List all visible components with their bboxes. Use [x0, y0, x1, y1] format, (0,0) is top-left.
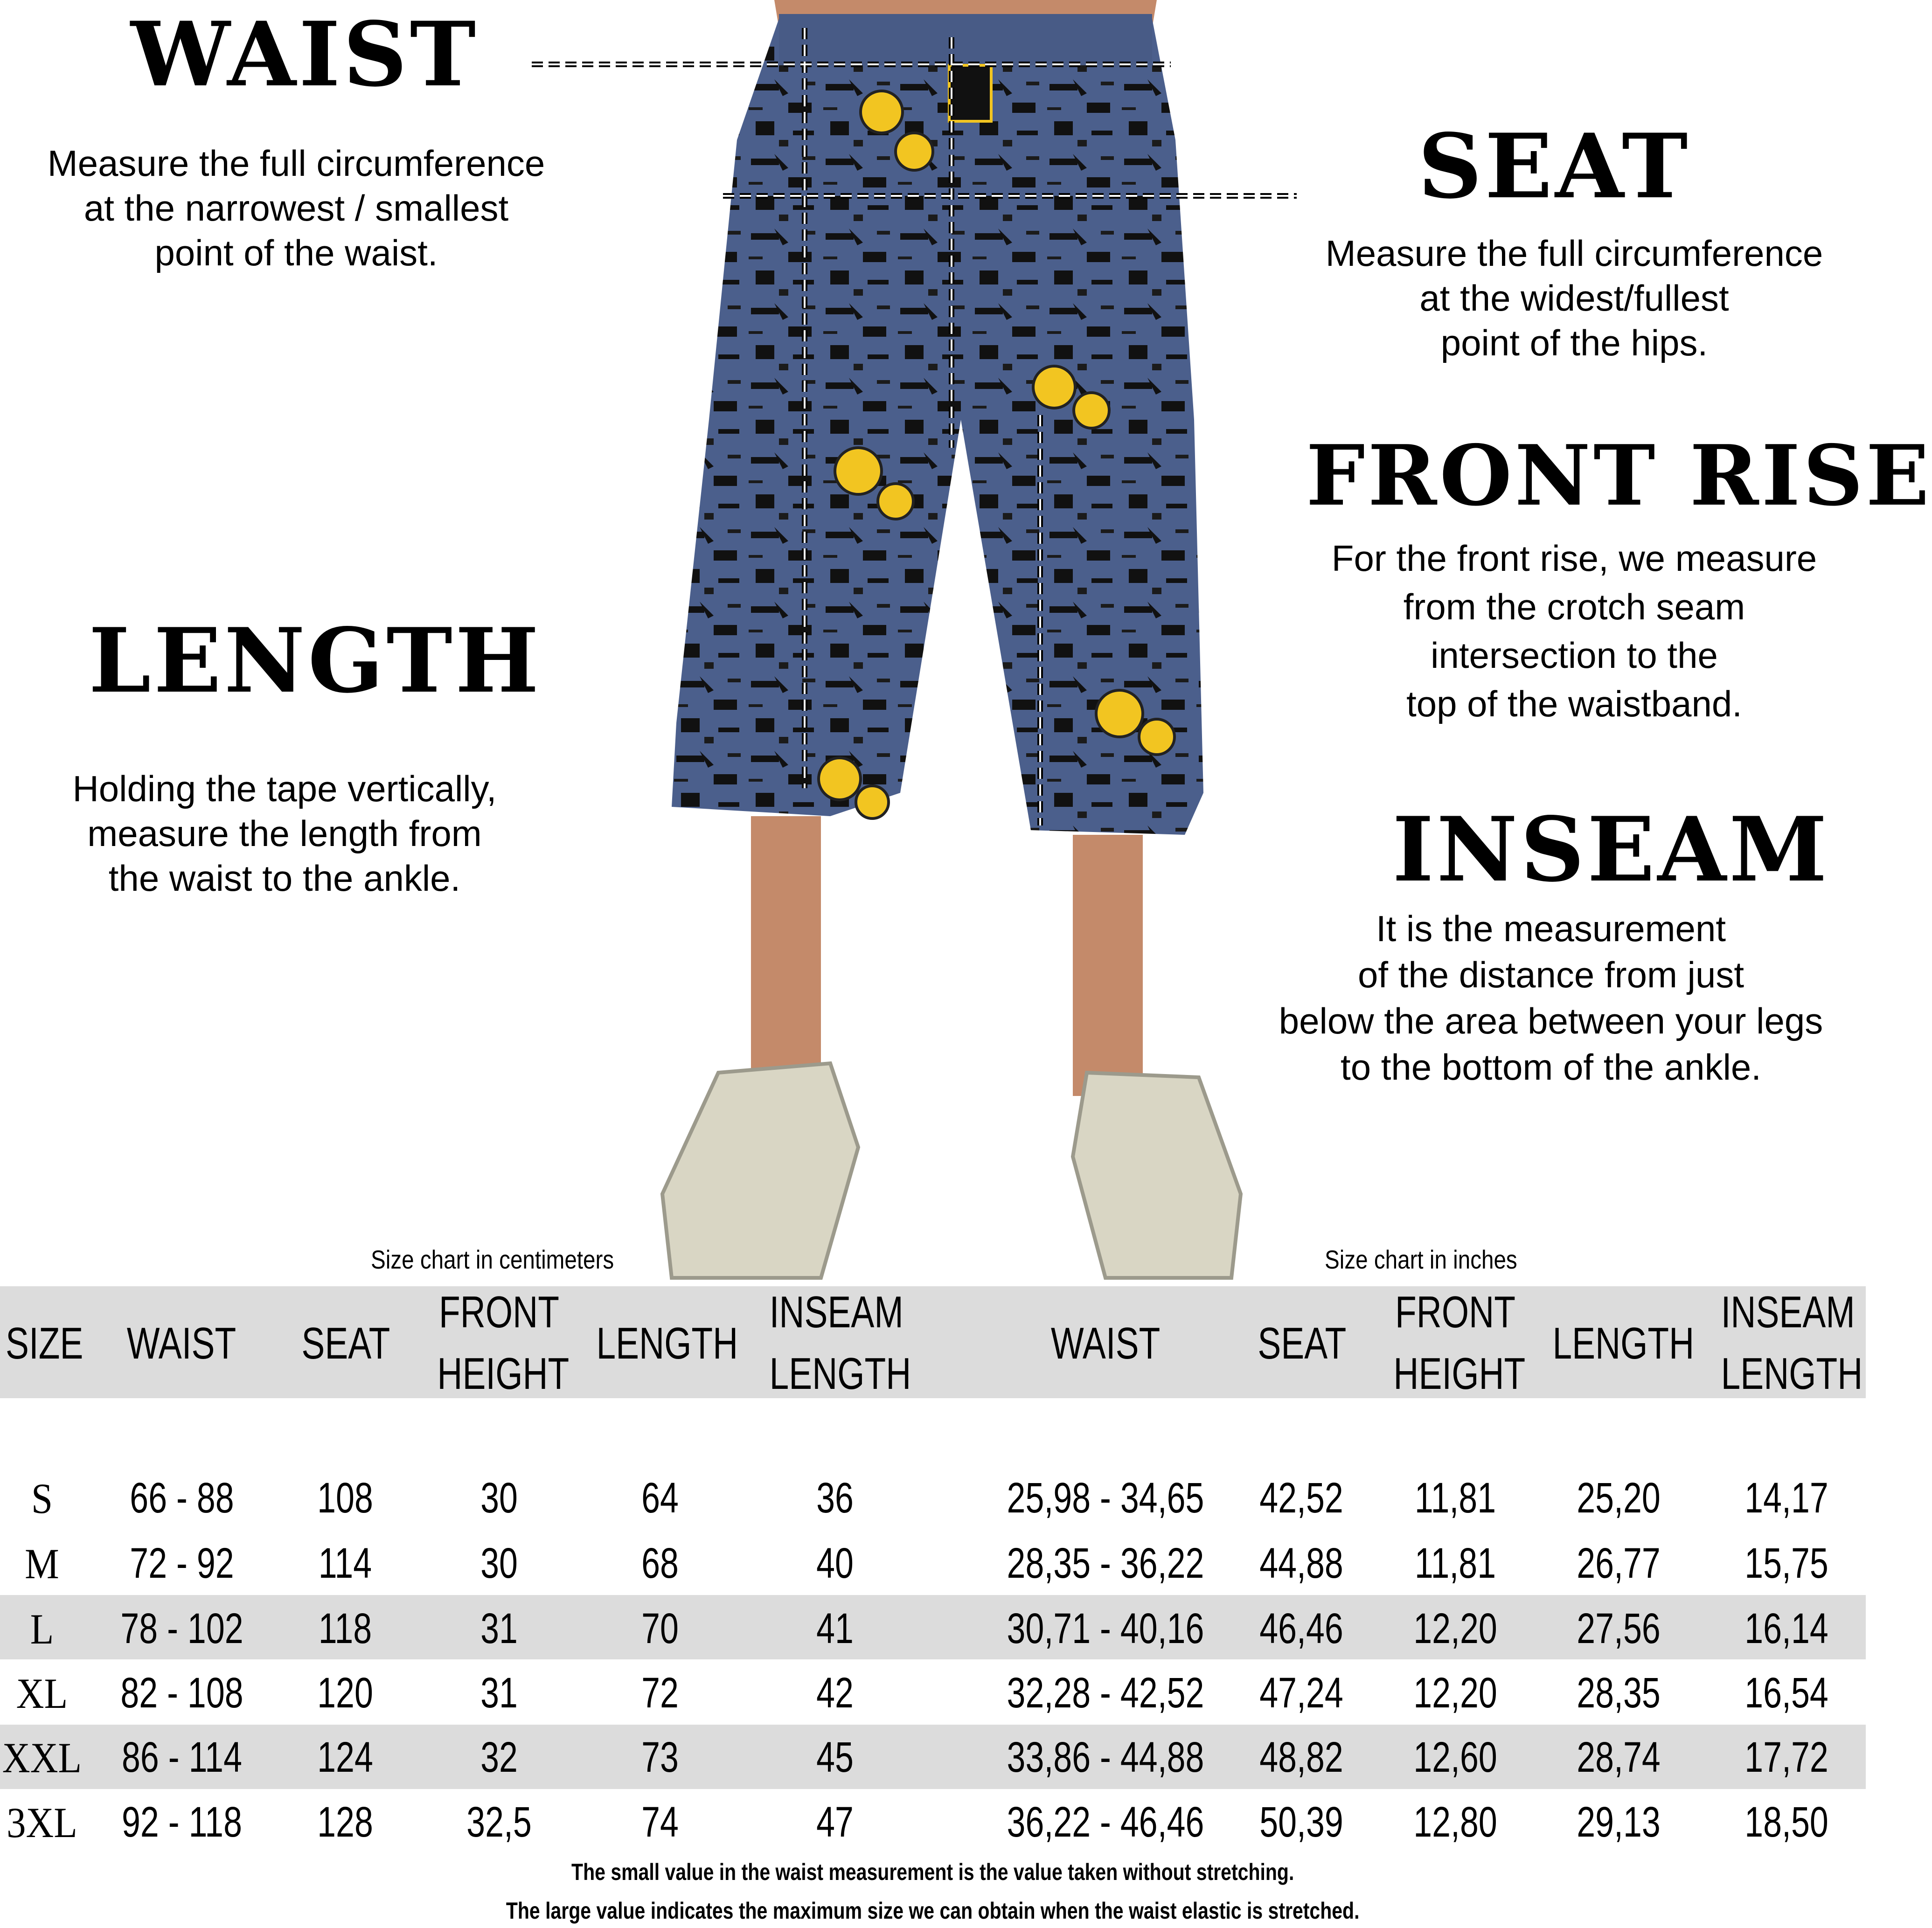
seat-desc-line: at the widest/fullest	[1419, 277, 1729, 319]
footnote-stretched	[0, 1897, 1866, 1924]
seat-desc-line: point of the hips.	[1440, 322, 1708, 363]
header-in-inseam-length	[1721, 1282, 1863, 1405]
cell-waist: 66 - 88	[130, 1474, 234, 1522]
inch-chart-caption: Size chart in inches	[1325, 1245, 1517, 1274]
left-shoe	[662, 1063, 858, 1278]
header-in-height-line: HEIGHT	[1393, 1349, 1526, 1399]
cell-front: 30	[480, 1474, 518, 1522]
footnote-unstretched-text: The small value in the waist measurement is the value taken without stretching.	[571, 1859, 1294, 1885]
front-rise-heading: FRONT RISE	[1306, 427, 1932, 524]
cell-in-front: 12,20	[1413, 1605, 1497, 1652]
cell-in-inseam: 16,54	[1744, 1669, 1828, 1717]
cell-front: 32,5	[466, 1798, 532, 1846]
left-leg	[751, 816, 821, 1096]
cell-seat: 118	[318, 1605, 372, 1652]
cell-in-waist: 32,28 - 42,52	[1007, 1669, 1204, 1717]
seat-desc-line: Measure the full circumference	[1325, 233, 1823, 274]
cell-in-length: 28,35	[1577, 1669, 1661, 1717]
cell-size: S	[31, 1475, 53, 1522]
cell-in-waist: 36,22 - 46,46	[1007, 1798, 1204, 1846]
cell-in-waist: 33,86 - 44,88	[1007, 1734, 1204, 1781]
cell-length: 72	[641, 1669, 679, 1717]
cell-in-front: 12,80	[1413, 1798, 1497, 1846]
waist-heading: WAIST	[131, 2, 479, 106]
cell-length: 70	[641, 1605, 679, 1652]
cell-waist: 92 - 118	[121, 1798, 242, 1846]
cell-size: 3XL	[7, 1799, 77, 1846]
waist-desc-line: Measure the full circumference	[47, 143, 545, 184]
cell-in-length: 27,56	[1577, 1605, 1661, 1652]
front-rise-desc-line: intersection to the	[1431, 635, 1718, 676]
inseam-desc-line: below the area between your legs	[1279, 1000, 1823, 1041]
cell-in-front: 11,81	[1414, 1474, 1496, 1522]
cell-seat: 108	[317, 1474, 373, 1522]
right-shoe	[1073, 1073, 1241, 1278]
cell-waist: 82 - 108	[120, 1669, 243, 1717]
cell-in-front: 12,60	[1413, 1734, 1497, 1781]
header-waist: WAIST	[126, 1318, 236, 1368]
cell-size: M	[25, 1540, 59, 1588]
cell-inseam: 36	[816, 1474, 854, 1522]
cell-in-length: 29,13	[1577, 1798, 1661, 1846]
header-inseam-line: INSEAM	[769, 1287, 903, 1337]
footnote-unstretched	[0, 1859, 1866, 1886]
length-desc-line: measure the length from	[87, 813, 482, 854]
length-desc-line: Holding the tape vertically,	[72, 768, 497, 809]
cell-waist: 72 - 92	[130, 1540, 234, 1587]
inseam-desc-line: It is the measurement	[1376, 908, 1726, 949]
length-heading: LENGTH	[89, 609, 542, 713]
cm-chart-caption: Size chart in centimeters	[371, 1245, 614, 1274]
cell-seat: 114	[318, 1540, 372, 1587]
cell-front: 32	[480, 1734, 518, 1781]
cell-in-inseam: 16,14	[1744, 1605, 1828, 1652]
cell-in-seat: 50,39	[1259, 1798, 1343, 1846]
cell-in-front: 12,20	[1413, 1669, 1497, 1717]
cell-inseam: 40	[816, 1540, 854, 1587]
front-rise-desc-line: from the crotch seam	[1403, 586, 1745, 627]
cell-seat: 128	[317, 1798, 373, 1846]
header-in-inseam-line: INSEAM	[1721, 1287, 1855, 1337]
header-length: LENGTH	[596, 1318, 738, 1368]
header-in-length: LENGTH	[1552, 1318, 1695, 1368]
cell-in-waist: 28,35 - 36,22	[1007, 1540, 1204, 1587]
cell-in-length: 25,20	[1577, 1474, 1661, 1522]
cell-seat: 124	[317, 1734, 373, 1781]
footnote-stretched-text: The large value indicates the maximum size we can obtain when the waist elastic is stretched.	[506, 1898, 1360, 1924]
cell-in-waist: 25,98 - 34,65	[1007, 1474, 1204, 1522]
cell-waist: 78 - 102	[120, 1605, 243, 1652]
cell-in-length: 28,74	[1577, 1734, 1661, 1781]
cell-in-seat: 42,52	[1259, 1474, 1343, 1522]
cell-in-inseam: 15,75	[1744, 1540, 1828, 1587]
seat-heading: SEAT	[1418, 114, 1691, 218]
cell-waist: 86 - 114	[121, 1734, 242, 1781]
header-size: SIZE	[6, 1318, 83, 1368]
cell-length: 68	[641, 1540, 679, 1587]
cell-in-inseam: 17,72	[1744, 1734, 1828, 1781]
cell-in-front: 11,81	[1414, 1540, 1496, 1587]
header-in-front-line: FRONT	[1395, 1287, 1515, 1337]
inseam-heading: INSEAM	[1392, 798, 1830, 902]
right-leg	[1073, 835, 1143, 1096]
cell-inseam: 47	[816, 1798, 854, 1846]
cell-length: 73	[641, 1734, 679, 1781]
header-front-height	[437, 1282, 570, 1405]
waistband	[779, 14, 1152, 65]
cell-size: L	[30, 1605, 54, 1653]
cell-in-seat: 46,46	[1259, 1605, 1343, 1652]
cell-inseam: 45	[816, 1734, 854, 1781]
cell-in-inseam: 14,17	[1744, 1474, 1828, 1522]
front-rise-desc-line: top of the waistband.	[1406, 683, 1742, 724]
cell-in-seat: 47,24	[1259, 1669, 1343, 1717]
header-in-front-height	[1393, 1282, 1526, 1405]
waist-desc-line: point of the waist.	[154, 232, 438, 273]
cell-size: XL	[16, 1670, 68, 1717]
header-seat: SEAT	[301, 1318, 390, 1368]
header-inseam-length-line: LENGTH	[769, 1349, 911, 1399]
header-front-line: FRONT	[439, 1287, 559, 1337]
inseam-desc-line: to the bottom of the ankle.	[1341, 1047, 1761, 1088]
cell-in-waist: 30,71 - 40,16	[1007, 1605, 1204, 1652]
brand-label	[949, 65, 991, 121]
cell-front: 30	[480, 1540, 518, 1587]
header-in-inseam-length-line: LENGTH	[1721, 1349, 1863, 1399]
cell-inseam: 41	[816, 1605, 854, 1652]
cell-front: 31	[480, 1669, 518, 1717]
cell-length: 74	[641, 1798, 679, 1846]
cell-in-length: 26,77	[1577, 1540, 1661, 1587]
length-desc-line: the waist to the ankle.	[108, 858, 461, 899]
cell-inseam: 42	[816, 1669, 854, 1717]
waist-desc-line: at the narrowest / smallest	[83, 187, 509, 229]
cell-in-inseam: 18,50	[1744, 1798, 1828, 1846]
cell-front: 31	[480, 1605, 518, 1652]
cell-size: XXL	[2, 1734, 82, 1782]
inseam-desc-line: of the distance from just	[1357, 954, 1744, 995]
cell-seat: 120	[317, 1669, 373, 1717]
front-rise-desc-line: For the front rise, we measure	[1331, 538, 1817, 579]
header-in-seat: SEAT	[1258, 1318, 1347, 1368]
header-height-line: HEIGHT	[437, 1349, 570, 1399]
cell-in-seat: 44,88	[1259, 1540, 1343, 1587]
header-in-waist: WAIST	[1051, 1318, 1161, 1368]
cell-length: 64	[641, 1474, 679, 1522]
header-inseam-length	[769, 1282, 911, 1405]
cell-in-seat: 48,82	[1259, 1734, 1343, 1781]
